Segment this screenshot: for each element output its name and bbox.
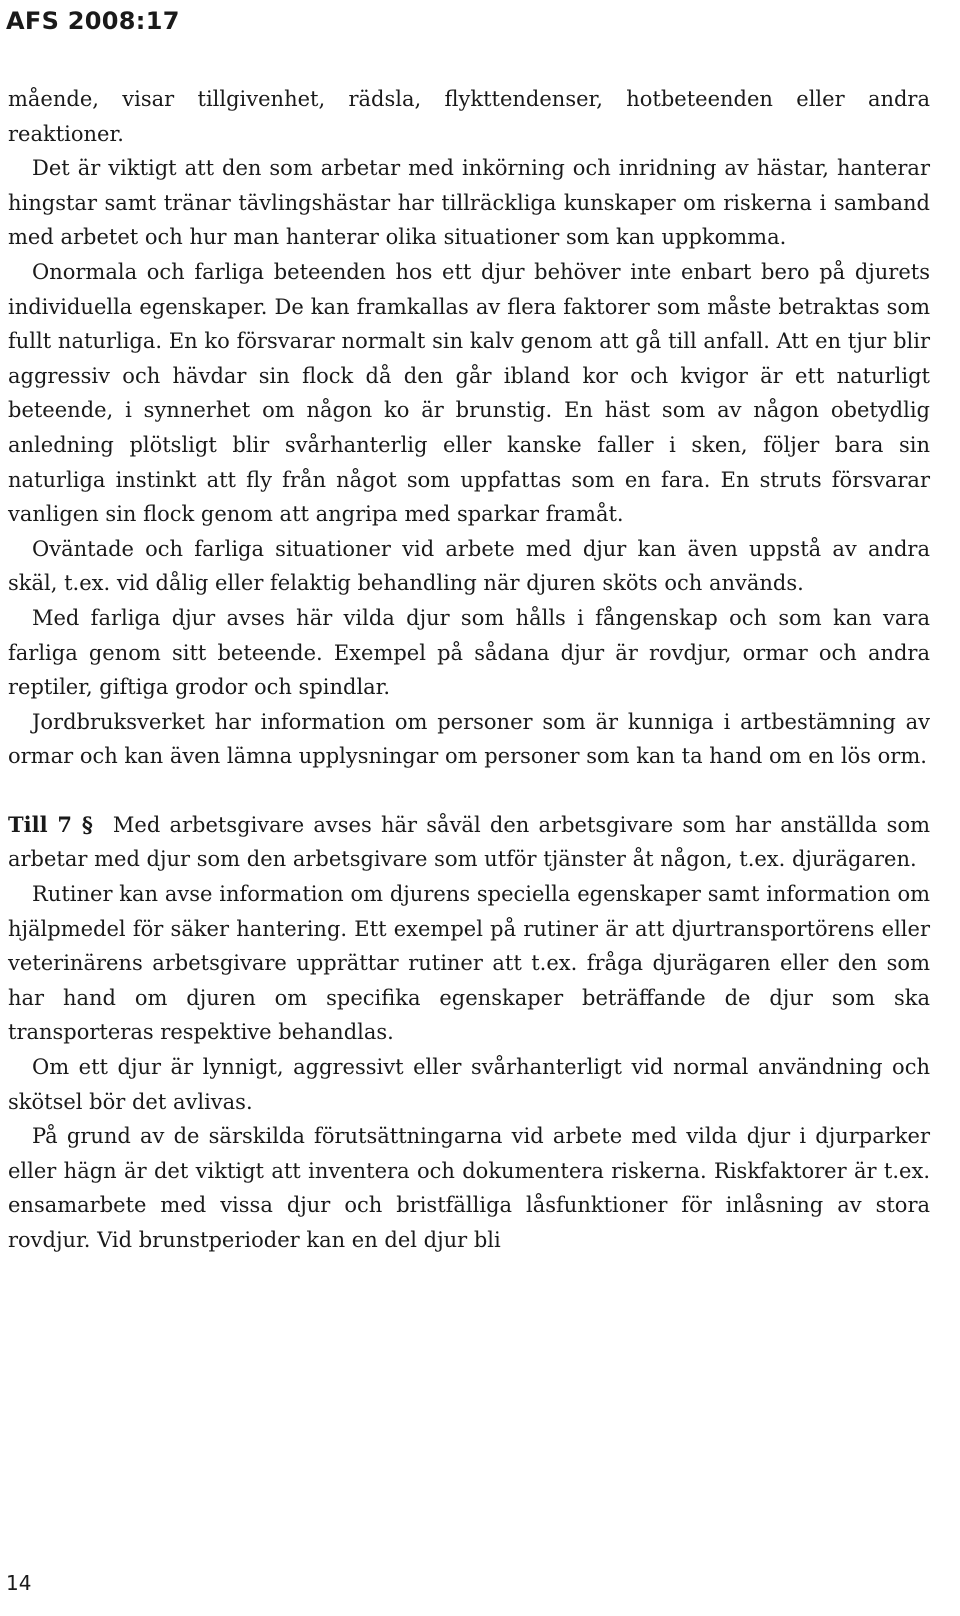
section-paragraph: Om ett djur är lynnigt, aggressivt eller svårhanterligt vid normal användning och skötsel bör det avlivas. (8, 1055, 930, 1114)
body-paragraph: Onormala och farliga beteenden hos ett djur behöver inte enbart bero på djurets individuella egenskaper. De kan framkallas av flera faktorer som måste betraktas som fullt naturliga. En ko försvarar normalt sin kalv genom att gå till anfall. Att en tjur blir aggressiv och hävdar sin flock då den går ibland kor och kvigor är ett naturligt beteende, i synnerhet om någon ko är brunstig. En häst som av någon obetydlig anledning plötsligt blir svårhanterlig eller kanske faller i sken, följer bara sin naturliga instinkt att fly från något som uppfattas som en fara. En struts försvarar vanligen sin flock genom att angripa med sparkar framåt. (8, 259, 930, 527)
body-paragraph: Jordbruksverket har information om personer som är kunniga i artbestämning av ormar och kan även lämna upplysningar om personer som kan ta hand om en lös orm. (8, 709, 930, 769)
section-first-text: Med arbetsgivare avses här såväl den arbetsgivare som har anställda som arbetar med djur som den arbetsgivare som utför tjänster åt någon, t.ex. djurägaren. (8, 812, 930, 872)
section-paragraph (8, 808, 930, 877)
body-paragraph: mående, visar tillgivenhet, rädsla, flykttendenser, hotbeteenden eller andra reaktioner. (8, 87, 930, 146)
body-paragraph: Oväntade och farliga situationer vid arbete med djur kan även uppstå av andra skäl, t.ex. vid dålig eller felaktig behandling när djuren sköts och används. (8, 536, 930, 596)
body-paragraph: Det är viktigt att den som arbetar med inkörning och inridning av hästar, hanterar hingstar samt tränar tävlingshästar har tillräckliga kunskaper om riskerna i samband med arbetet och hur man hanterar olika situationer som kan uppkomma. (8, 156, 930, 250)
section-paragraph: På grund av de särskilda förutsättningarna vid arbete med vilda djur i djurparker eller hägn är det viktigt att inventera och dokumentera riskerna. Riskfaktorer är t.ex. ensamarbete med vissa djur och bristfälliga låsfunktioner för inlåsning av stora rovdjur. Vid brunstperioder kan en del djur bli (8, 1124, 930, 1252)
section-paragraph: Rutiner kan avse information om djurens speciella egenskaper samt information om hjälpmedel för säker hantering. Ett exempel på rutiner är att djurtransportörens eller veterinärens arbetsgivare upprättar rutiner att t.ex. fråga djurägaren eller den som har hand om djuren om specifika egenskaper beträffande de djur som ska transporteras respektive behandlas. (8, 882, 930, 1045)
document-code: AFS 2008:17 (6, 7, 180, 35)
page-number: 14 (6, 1571, 32, 1595)
body-paragraph: Med farliga djur avses här vilda djur som hålls i fångenskap och som kan vara farliga genom sitt beteende. Exempel på sådana djur är rovdjur, ormar och andra reptiler, giftiga grodor och spindlar. (8, 605, 930, 700)
section-spacer (8, 774, 930, 808)
document-body (8, 82, 930, 1258)
section-label: Till 7 § (8, 811, 93, 837)
